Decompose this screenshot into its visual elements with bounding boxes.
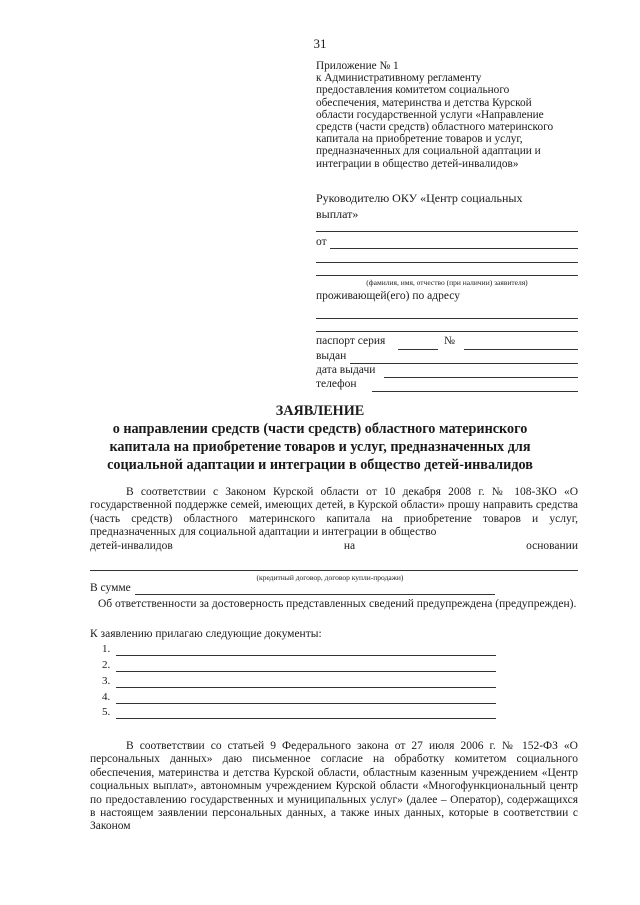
passport-number-label: №: [444, 335, 455, 347]
phone-field[interactable]: [372, 391, 578, 392]
addressee-line: выплат»: [316, 207, 359, 221]
issue-date-label: дата выдачи: [316, 364, 376, 376]
addressee-line: Руководителю ОКУ «Центр социальных: [316, 191, 523, 205]
request-paragraph: В соответствии с Законом Курской области от 10 декабря 2008 г. № 108-ЗКО «О государственной поддержке семей, имеющих детей, в Курской области» прошу направить средства (часть средств) областного материнского капитала на приобретение товаров и услуг, предназначенных для социальной адаптации и интеграции в общество: [90, 486, 578, 539]
header-line: предназначенных для социальной адаптации и: [316, 145, 541, 158]
attachment-item: 2.: [102, 659, 111, 671]
name-caption: (фамилия, имя, отчество (при наличии) заявителя): [366, 278, 528, 287]
addressee-block: [316, 190, 578, 222]
from-label: от: [316, 236, 327, 248]
attachment-field-1[interactable]: [116, 655, 496, 656]
attachments-label: К заявлению прилагаю следующие документы:: [90, 628, 322, 640]
attachment-item: 1.: [102, 643, 111, 655]
request-paragraph-end: [90, 540, 578, 553]
paragraph-end-right: основании: [526, 540, 578, 552]
header-line: обеспечения, материнства и детства Курской: [316, 96, 532, 109]
statement-heading: ЗАЯВЛЕНИЕ: [275, 403, 365, 419]
warning-text: Об ответственности за достоверность представленных сведений предупреждена (предупрежден).: [98, 598, 577, 610]
attachment-field-5[interactable]: [116, 718, 496, 719]
header-line: капитала на приобретение товаров и услуг,: [316, 133, 523, 146]
header-line: предоставления комитетом социального: [316, 84, 510, 97]
address-field[interactable]: [316, 318, 578, 319]
header-line: области государственной услуги «Направление: [316, 108, 544, 121]
phone-label: телефон: [316, 378, 357, 390]
appendix-header: [316, 60, 578, 170]
name-field-2[interactable]: [316, 275, 578, 276]
attachment-item: 3.: [102, 675, 111, 687]
sum-field[interactable]: [135, 594, 495, 595]
addressee-field[interactable]: [316, 231, 578, 232]
statement-subtitle-line: социальной адаптации и интеграции в общество детей-инвалидов: [107, 457, 533, 473]
attachment-item: 5.: [102, 706, 111, 718]
contract-caption: (кредитный договор, договор купли-продажи): [256, 573, 404, 582]
address-field-2[interactable]: [316, 331, 578, 332]
header-line: к Административному регламенту: [316, 72, 482, 85]
attachment-field-2[interactable]: [116, 671, 496, 672]
issued-label: выдан: [316, 350, 347, 362]
header-line: Приложение № 1: [316, 60, 399, 72]
attachment-field-4[interactable]: [116, 703, 496, 704]
from-field[interactable]: [330, 248, 578, 249]
attachment-item: 4.: [102, 691, 111, 703]
passport-series-label: паспорт серия: [316, 335, 386, 347]
header-line: средств (части средств) областного материнского: [316, 121, 554, 134]
statement-subtitle-line: капитала на приобретение товаров и услуг, предназначенных для: [109, 439, 531, 455]
name-field[interactable]: [316, 262, 578, 263]
page-number: 31: [313, 36, 327, 51]
statement-title: [90, 402, 550, 474]
statement-subtitle-line: о направлении средств (части средств) областного материнского: [112, 421, 528, 437]
address-label: проживающей(его) по адресу: [316, 290, 460, 302]
sum-label: В сумме: [90, 582, 131, 594]
contract-field[interactable]: [90, 570, 578, 571]
paragraph-end-left: детей-инвалидов: [90, 540, 173, 552]
paragraph-end-mid: на: [343, 540, 356, 552]
header-line: интеграции в общество детей-инвалидов»: [316, 157, 519, 170]
consent-paragraph: В соответствии со статьей 9 Федерального закона от 27 июля 2006 г. № 152-ФЗ «О персональных данных» даю письменное согласие на обработку комитетом социального обеспечения, материнства и детства Курской области, областным казенным учреждением «Центр социальных выплат», автономным учреждением Курской области «Многофункциональный центр по предоставлению государственных и муниципальных услуг» (далее – Оператор), содержащихся в настоящем заявлении персональных данных, а также иных данных, которые в соответствии с Законом: [90, 740, 578, 833]
attachment-field-3[interactable]: [116, 687, 496, 688]
